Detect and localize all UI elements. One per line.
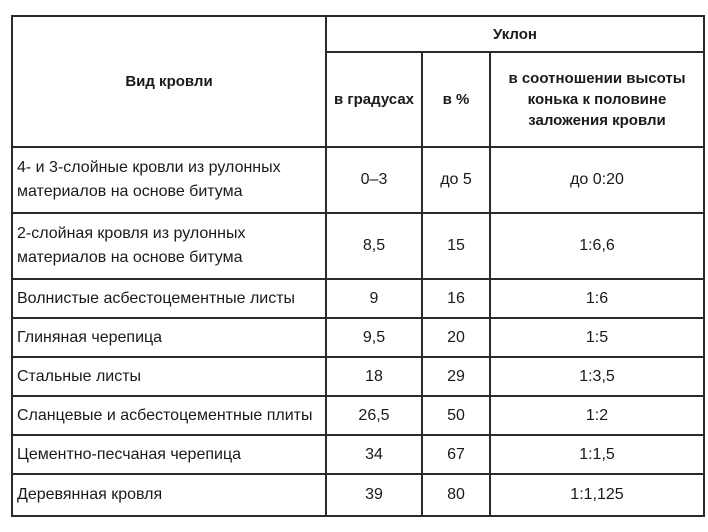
cell-percent: 16 [422, 279, 490, 318]
cell-percent: 15 [422, 213, 490, 279]
cell-degrees: 39 [326, 474, 422, 516]
cell-percent: 29 [422, 357, 490, 396]
table-row [12, 435, 704, 474]
table-header [12, 16, 704, 147]
table-row [12, 474, 704, 516]
table-body [12, 147, 704, 516]
header-percent: в % [422, 52, 490, 147]
cell-ratio: 1:6 [490, 279, 704, 318]
table-row [12, 213, 704, 279]
cell-ratio: 1:5 [490, 318, 704, 357]
cell-roof-type: Цементно-песчаная черепица [12, 435, 326, 474]
cell-percent: до 5 [422, 147, 490, 213]
table-row [12, 279, 704, 318]
cell-degrees: 9,5 [326, 318, 422, 357]
cell-roof-type: Деревянная кровля [12, 474, 326, 516]
header-ratio: в соотношении высоты конька к половине заложения кровли [490, 52, 704, 147]
table-row [12, 396, 704, 435]
cell-roof-type: Сланцевые и асбестоцементные плиты [12, 396, 326, 435]
cell-roof-type: 4- и 3-слойные кровли из рулонных материалов на основе битума [12, 147, 326, 213]
cell-roof-type: Стальные листы [12, 357, 326, 396]
table-row [12, 147, 704, 213]
cell-roof-type: Глиняная черепица [12, 318, 326, 357]
header-roof-type: Вид кровли [12, 16, 326, 147]
header-degrees: в градусах [326, 52, 422, 147]
cell-percent: 67 [422, 435, 490, 474]
cell-ratio: до 0:20 [490, 147, 704, 213]
cell-percent: 50 [422, 396, 490, 435]
cell-roof-type: Волнистые асбестоцементные листы [12, 279, 326, 318]
cell-degrees: 26,5 [326, 396, 422, 435]
roof-slope-table [11, 15, 705, 517]
cell-degrees: 9 [326, 279, 422, 318]
cell-ratio: 1:2 [490, 396, 704, 435]
cell-ratio: 1:3,5 [490, 357, 704, 396]
cell-degrees: 18 [326, 357, 422, 396]
cell-ratio: 1:1,125 [490, 474, 704, 516]
cell-ratio: 1:1,5 [490, 435, 704, 474]
cell-percent: 20 [422, 318, 490, 357]
cell-percent: 80 [422, 474, 490, 516]
table-row [12, 357, 704, 396]
table-row [12, 318, 704, 357]
cell-degrees: 8,5 [326, 213, 422, 279]
cell-ratio: 1:6,6 [490, 213, 704, 279]
cell-degrees: 34 [326, 435, 422, 474]
cell-roof-type: 2-слойная кровля из рулонных материалов на основе битума [12, 213, 326, 279]
cell-degrees: 0–3 [326, 147, 422, 213]
header-slope: Уклон [326, 16, 704, 52]
